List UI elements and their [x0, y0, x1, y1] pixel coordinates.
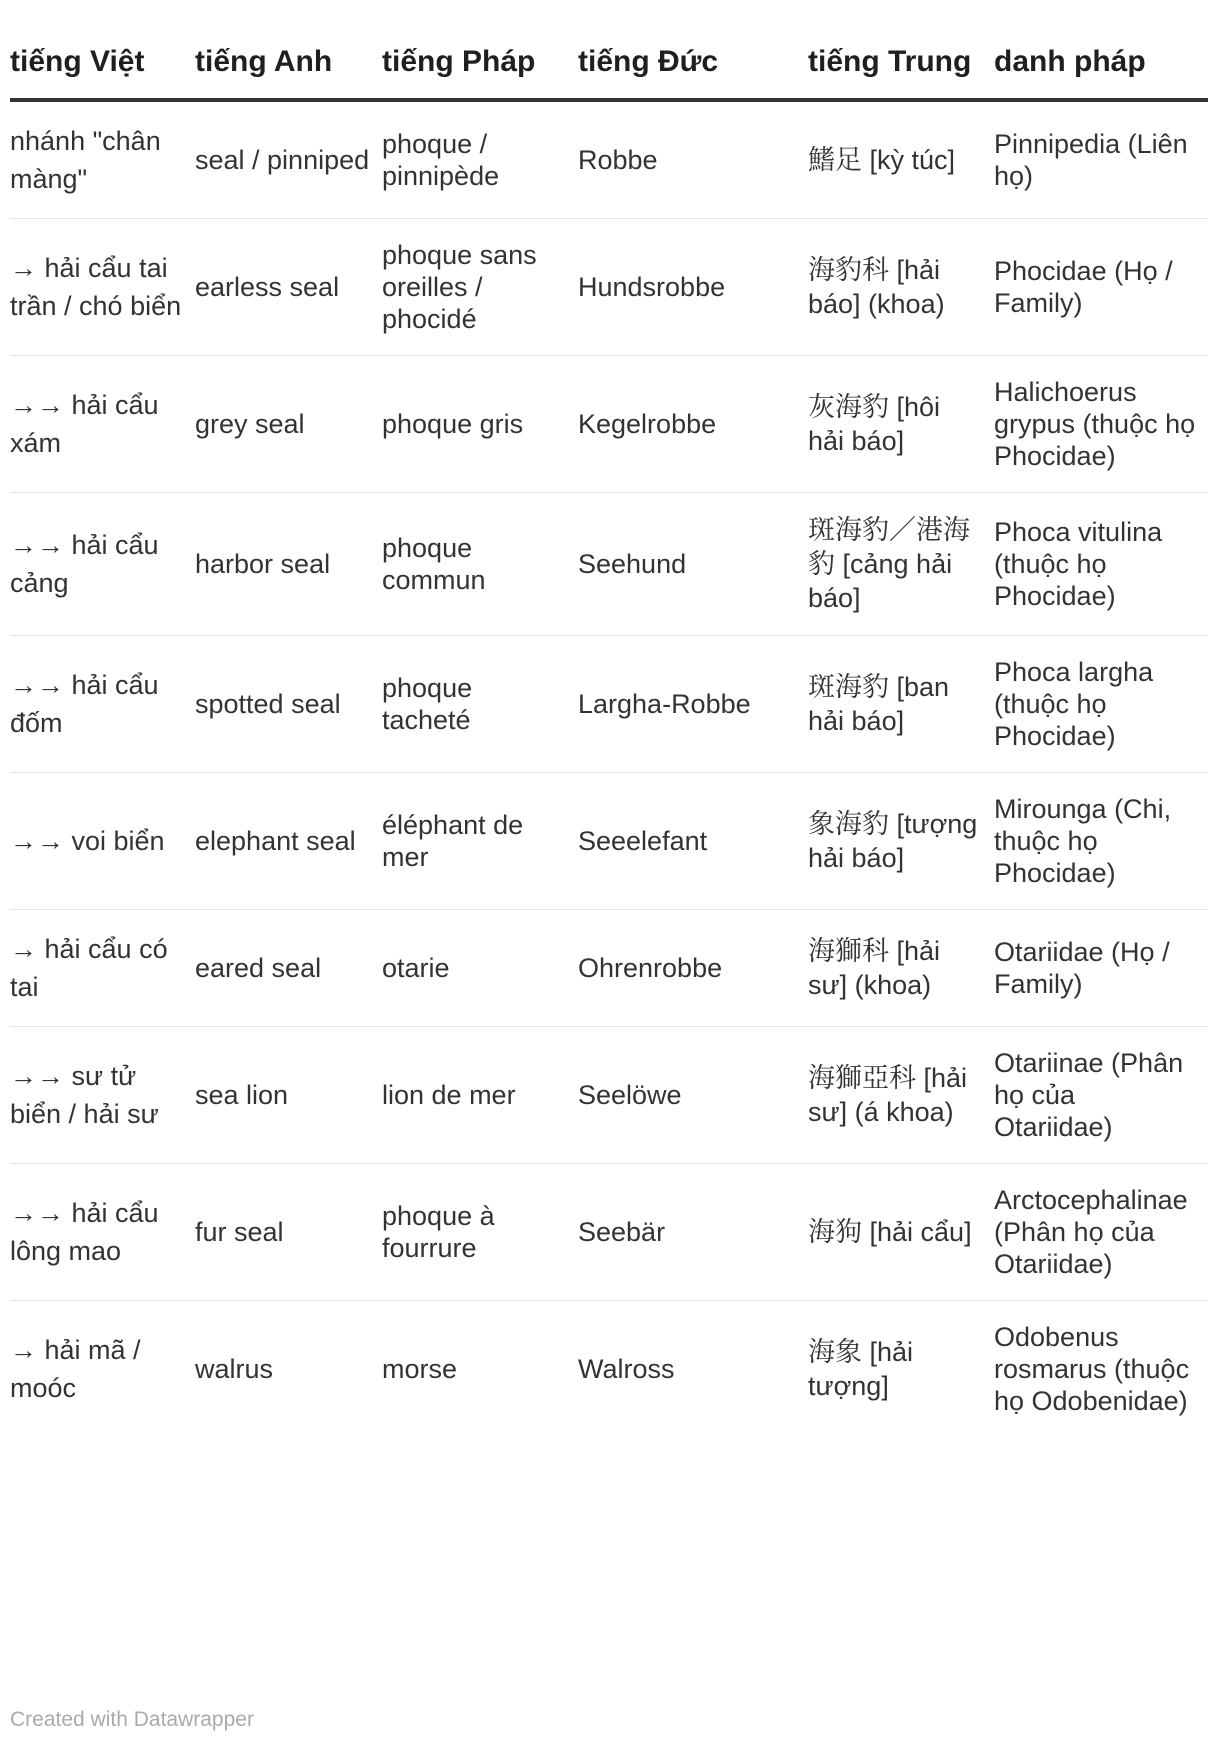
cell-vietnamese: nhánh "chân màng" — [10, 100, 195, 219]
cell-english: grey seal — [195, 356, 382, 493]
cell-french: phoque à fourrure — [382, 1164, 578, 1301]
cell-vietnamese: → hải mã / moóc — [10, 1335, 141, 1403]
cell-german: Hundsrobbe — [578, 219, 808, 356]
cell-vietnamese: → hải cẩu có tai — [10, 910, 195, 1027]
cell-chinese: 海象 [hải tượng] — [808, 1337, 914, 1401]
cell-vietnamese: →→ hải cẩu xám — [10, 356, 195, 493]
cell-scientific-name: Phocidae (Họ / Family) — [994, 219, 1208, 356]
table-row — [10, 1164, 1208, 1301]
table-row — [10, 219, 1208, 356]
cell-chinese: 灰海豹 [hôi hải báo] — [808, 356, 994, 493]
cell-french: lion de mer — [382, 1027, 578, 1164]
cell-chinese: 海豹科 [hải báo] (khoa) — [808, 219, 994, 356]
cell-vietnamese: → hải cẩu tai trần / chó biển — [10, 219, 195, 356]
cell-german: Ohrenrobbe — [578, 910, 808, 1027]
cell-german: Seeelefant — [578, 773, 808, 910]
cell-scientific-name: Otariinae (Phân họ của Otariidae) — [994, 1027, 1208, 1164]
cell-english: earless seal — [195, 219, 382, 356]
cell-german: Largha-Robbe — [578, 636, 808, 773]
cell-french: éléphant de mer — [382, 773, 578, 910]
cell-english: harbor seal — [195, 493, 382, 636]
header-row — [10, 40, 1208, 100]
cell-chinese: 象海豹 [tượng hải báo] — [808, 773, 994, 910]
cell-chinese: 斑海豹 [ban hải báo] — [808, 636, 994, 773]
cell-english: elephant seal — [195, 773, 382, 910]
cell-english: walrus — [195, 1354, 274, 1384]
cell-vietnamese: →→ hải cẩu đốm — [10, 636, 195, 773]
cell-french: phoque / pinnipède — [382, 100, 578, 219]
cell-german: Kegelrobbe — [578, 356, 808, 493]
cell-french: otarie — [382, 910, 578, 1027]
cell-french: morse — [382, 1354, 458, 1384]
column-header-english: tiếng Anh — [195, 40, 382, 100]
table-row — [10, 493, 1208, 636]
cell-french: phoque tacheté — [382, 636, 578, 773]
column-header-scientific-name: danh pháp — [994, 40, 1208, 100]
cell-chinese: 海獅科 [hải sư] (khoa) — [808, 910, 994, 1027]
cell-german: Seelöwe — [578, 1027, 808, 1164]
cell-english: eared seal — [195, 910, 382, 1027]
cell-vietnamese: →→ hải cẩu cảng — [10, 493, 195, 636]
cell-french: phoque commun — [382, 493, 578, 636]
column-header-german: tiếng Đức — [578, 40, 808, 100]
table-body — [10, 100, 1208, 1437]
column-header-french: tiếng Pháp — [382, 40, 578, 100]
data-table — [10, 40, 1208, 1437]
cell-chinese: 海獅亞科 [hải sư] (á khoa) — [808, 1027, 994, 1164]
table-header — [10, 40, 1208, 100]
column-header-vietnamese: tiếng Việt — [10, 40, 195, 100]
cell-vietnamese: →→ hải cẩu lông mao — [10, 1164, 195, 1301]
cell-english: fur seal — [195, 1164, 382, 1301]
table-row — [10, 773, 1208, 910]
table-row — [10, 1027, 1208, 1164]
table-row — [10, 636, 1208, 773]
cell-scientific-name: Phoca largha (thuộc họ Phocidae) — [994, 636, 1208, 773]
cell-vietnamese: →→ voi biển — [10, 773, 195, 910]
table-row — [10, 100, 1208, 219]
cell-english: seal / pinniped — [195, 100, 382, 219]
cell-scientific-name: Phoca vitulina (thuộc họ Phocidae) — [994, 493, 1208, 636]
table-row — [10, 1301, 1208, 1438]
cell-scientific-name: Otariidae (Họ / Family) — [994, 910, 1208, 1027]
cell-german: Robbe — [578, 100, 808, 219]
cell-vietnamese: →→ sư tử biển / hải sư — [10, 1027, 195, 1164]
table-row — [10, 356, 1208, 493]
cell-scientific-name: Halichoerus grypus (thuộc họ Phocidae) — [994, 356, 1208, 493]
table-row — [10, 910, 1208, 1027]
cell-german: Seebär — [578, 1164, 808, 1301]
cell-scientific-name: Pinnipedia (Liên họ) — [994, 100, 1208, 219]
cell-english: sea lion — [195, 1027, 382, 1164]
data-table-container — [10, 40, 1208, 1437]
cell-english: spotted seal — [195, 636, 382, 773]
cell-chinese: 海狗 [hải cẩu] — [808, 1164, 994, 1301]
cell-german: Seehund — [578, 493, 808, 636]
cell-french: phoque sans oreilles / phocidé — [382, 219, 578, 356]
cell-chinese: 斑海豹／港海豹 [cảng hải báo] — [808, 493, 994, 636]
cell-scientific-name: Arctocephalinae (Phân họ của Otariidae) — [994, 1164, 1208, 1301]
cell-scientific-name: Mirounga (Chi, thuộc họ Phocidae) — [994, 773, 1208, 910]
datawrapper-credit: Created with Datawrapper — [10, 1708, 254, 1731]
column-header-chinese: tiếng Trung — [808, 40, 994, 100]
cell-french: phoque gris — [382, 356, 578, 493]
cell-scientific-name: Odobenus rosmarus (thuộc họ Odobenidae) — [994, 1322, 1190, 1416]
cell-german: Walross — [578, 1354, 675, 1384]
cell-chinese: 鰭足 [kỳ túc] — [808, 100, 994, 219]
